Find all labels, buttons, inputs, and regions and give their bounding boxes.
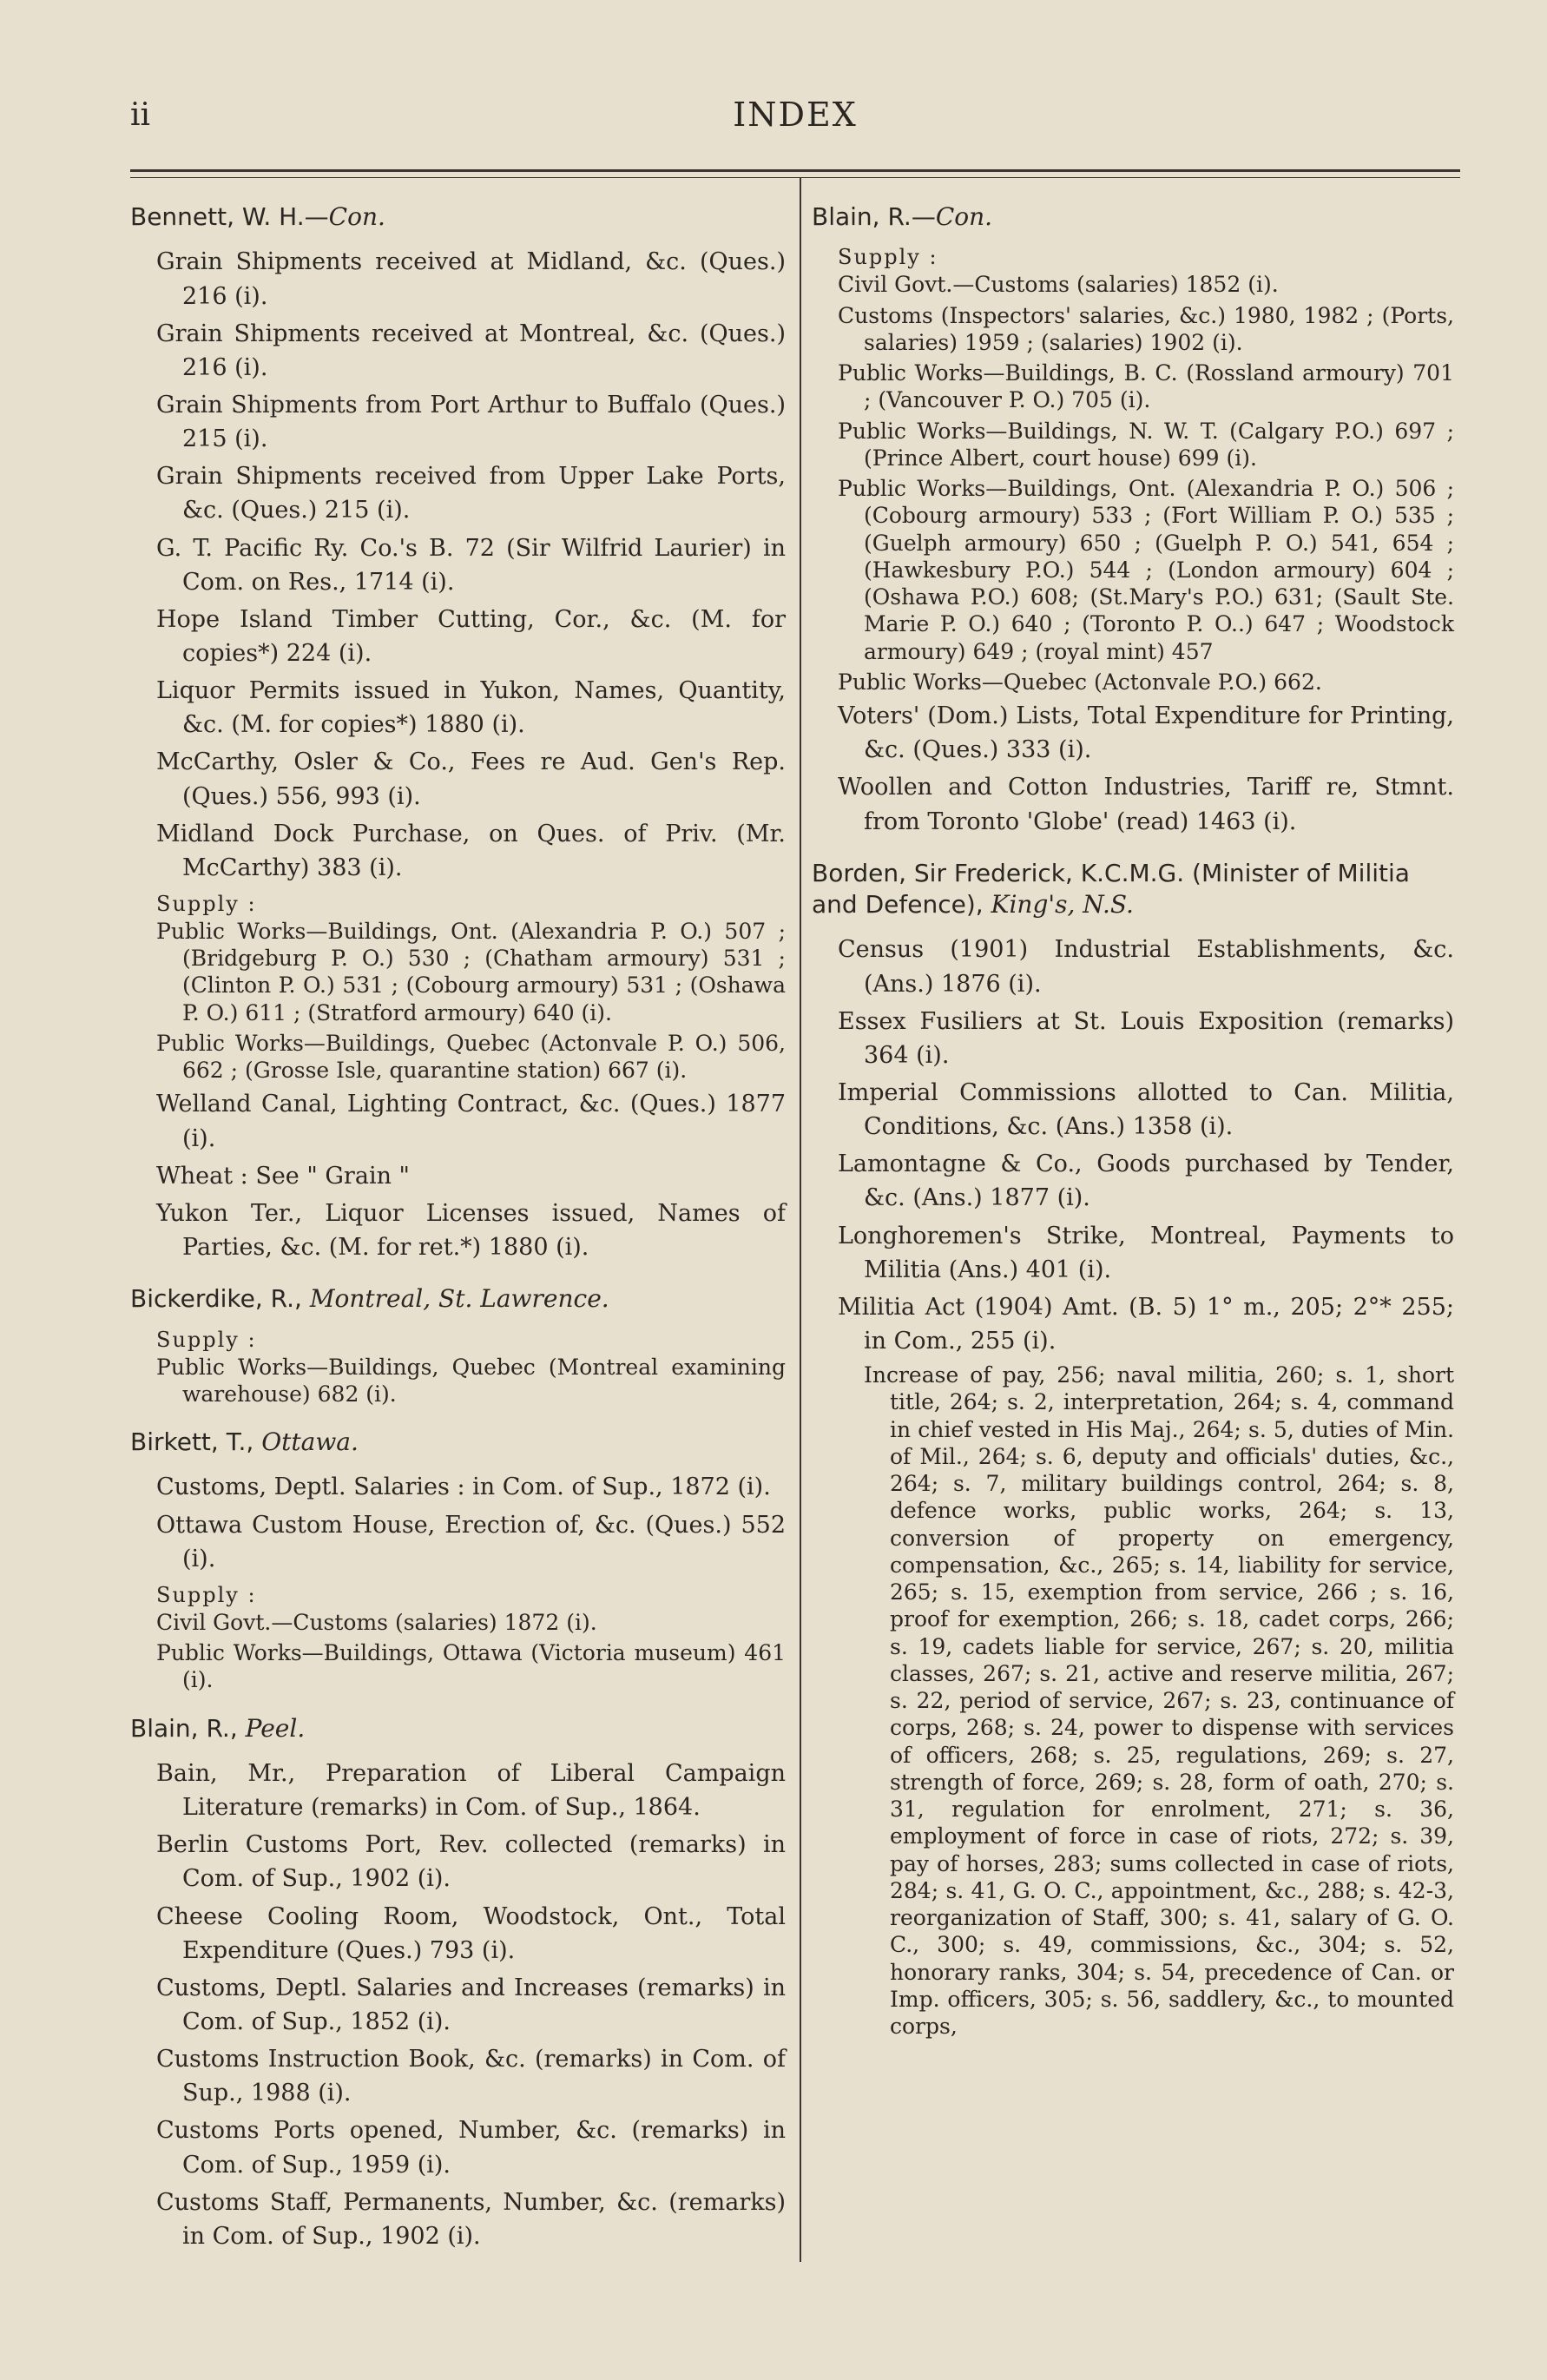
index-entry: Customs, Deptl. Salaries and Increases (remarks) in Com. of Sup., 1852 (i). — [156, 1974, 786, 2035]
index-entry: Ottawa Custom House, Erection of, &c. (Ques.) 552 (i). — [156, 1511, 786, 1572]
index-block — [130, 1283, 786, 1408]
index-entry: Bain, Mr., Preparation of Liberal Campaign Literature (remarks) in Com. of Sup., 1864. — [156, 1759, 786, 1822]
supply-entry: Public Works—Buildings, Quebec (Montreal examining warehouse) 682 (i). — [156, 1354, 786, 1407]
index-entry: Berlin Customs Port, Rev. collected (remarks) in Com. of Sup., 1902 (i). — [156, 1831, 786, 1893]
heading-name: Bennett, W. H.— — [130, 202, 329, 231]
index-entry: Grain Shipments received at Montreal, &c. (Ques.) 216 (i). — [156, 320, 786, 381]
index-heading — [130, 1713, 786, 1744]
supply-entry: Public Works—Buildings, Ont. (Alexandria P. O.) 507 ; (Bridgeburg P. O.) 530 ; (Chatham armoury) 531 ; (Clinton P. O.) 531 ; (Cobourg armoury) 531 ; (Oshawa P. O.) 611 ; (Stratford armoury) 640 (i). — [156, 918, 786, 1025]
index-entry: Customs, Deptl. Salaries : in Com. of Sup., 1872 (i). — [156, 1473, 771, 1501]
heading-name: Borden, Sir Frederick, K.C.M.G. (Minister of Militia and Defence), — [812, 858, 1410, 920]
heading-sub: Con. — [935, 202, 993, 231]
supply-label: Supply : — [156, 1327, 257, 1352]
index-entry: Census (1901) Industrial Establishments, &c. (Ans.) 1876 (i). — [838, 936, 1454, 998]
index-entry: G. T. Pacific Ry. Co.'s B. 72 (Sir Wilfrid Laurier) in Com. on Res., 1714 (i). — [156, 534, 786, 596]
supply-entry: Customs (Inspectors' salaries, &c.) 1980, 1982 ; (Ports, salaries) 1959 ; (salaries) 1902 (i). — [838, 302, 1454, 355]
page-header — [130, 87, 1460, 139]
index-entry: Grain Shipments received at Midland, &c. (Ques.) 216 (i). — [156, 248, 786, 310]
index-entry: Liquor Permits issued in Yukon, Names, Quantity, &c. (M. for copies*) 1880 (i). — [156, 677, 786, 739]
index-entry: Cheese Cooling Room, Woodstock, Ont., Total Expenditure (Ques.) 793 (i). — [156, 1902, 786, 1964]
header-rule-thin — [130, 177, 1460, 178]
supply-entry: Public Works—Buildings, N. W. T. (Calgary P.O.) 697 ; (Prince Albert, court house) 699 (i). — [838, 418, 1454, 471]
index-entry: Yukon Ter., Liquor Licenses issued, Names of Parties, &c. (M. for ret.*) 1880 (i). — [156, 1199, 786, 1261]
heading-name: Blain, R.— — [812, 202, 936, 231]
supply-entry: Civil Govt.—Customs (salaries) 1852 (i). — [838, 272, 1279, 298]
supply-entry: Public Works—Buildings, Ont. (Alexandria P. O.) 506 ; (Cobourg armoury) 533 ; (Fort William P. O.) 535 ; (Guelph armoury) 650 ; (Guelph P. O.) 541, 654 ; (Hawkesbury P.O.) 544 ; (London armoury) 604 ; (Oshawa P.O.) 608; (St.Mary's P.O.) 631; (Sault Ste. Marie P. O.) 640 ; (Toronto P. O..) 647 ; Woodstock armoury) 649 ; (royal mint) 457 — [838, 476, 1454, 664]
supply-label: Supply : — [156, 1582, 257, 1607]
supply-entry: Public Works—Buildings, Quebec (Actonvale P. O.) 506, 662 ; (Grosse Isle, quarantine station) 667 (i). — [156, 1030, 786, 1084]
heading-sub: Peel. — [245, 1713, 306, 1743]
index-entry: Grain Shipments received from Upper Lake Ports, &c. (Ques.) 215 (i). — [156, 463, 786, 524]
column-divider — [800, 178, 801, 2262]
heading-name: Blain, R., — [130, 1713, 246, 1743]
header-rule — [130, 169, 1460, 172]
index-entry: Imperial Commissions allotted to Can. Militia, Conditions, &c. (Ans.) 1358 (i). — [838, 1079, 1454, 1141]
militia-act-detail: Increase of pay, 256; naval militia, 260; s. 1, short title, 264; s. 2, interpretation, 264; s. 4, command in chief vested in His Maj., 264; s. 5, duties of Min. of Mil., 264; s. 6, deputy and officials' duties, &c., 264; s. 7, military buildings control, 264; s. 8, defence works, public works, 264; s. 13, conversion of property on emergency, compensation, &c., 265; s. 14, liability for service, 265; s. 15, exemption from service, 266 ; s. 16, proof for exemption, 266; s. 18, cadet corps, 266; s. 19, cadets liable for service, 267; s. 20, militia classes, 267; s. 21, active and reserve militia, 267; s. 22, period of service, 267; s. 23, continuance of corps, 268; s. 24, power to dispense with services of officers, 268; s. 25, regulations, 269; s. 27, strength of force, 269; s. 28, form of oath, 270; s. 31, regulation for enrolment, 271; s. 36, employment of force in case of riots, 272; s. 39, pay of horses, 283; sums collected in case of riots, 284; s. 41, G. O. C., appointment, &c., 288; s. 42-3, reorganization of Staff, 300; s. 41, salary of G. O. C., 300; s. 49, commissions, &c., 304; s. 52, honorary ranks, 304; s. 54, precedence of Can. or Imp. officers, 305; s. 56, saddlery, &c., to mounted corps, — [864, 1362, 1454, 2040]
supply-entry: Public Works—Buildings, Ottawa (Victoria museum) 461 (i). — [156, 1640, 786, 1693]
index-entry: Lamontagne & Co., Goods purchased by Tender, &c. (Ans.) 1877 (i). — [838, 1150, 1454, 1212]
index-entry: Welland Canal, Lighting Contract, &c. (Ques.) 1877 (i). — [156, 1091, 786, 1152]
heading-sub: Ottawa. — [261, 1427, 359, 1457]
supply-label: Supply : — [156, 891, 257, 916]
index-block — [130, 1427, 786, 1694]
page-number: ii — [130, 97, 151, 133]
heading-sub: King's, N.S. — [991, 890, 1134, 920]
index-entry: Wheat : See " Grain " — [156, 1162, 410, 1190]
index-entry: Woollen and Cotton Industries, Tariff re, Stmnt. from Toronto 'Globe' (read) 1463 (i). — [838, 774, 1454, 835]
index-block — [130, 201, 786, 1264]
index-entry: Customs Staff, Permanents, Number, &c. (remarks) in Com. of Sup., 1902 (i). — [156, 2188, 786, 2250]
index-heading — [130, 1427, 786, 1458]
index-entry: Midland Dock Purchase, on Ques. of Priv. (Mr. McCarthy) 383 (i). — [156, 820, 786, 881]
page-title: INDEX — [733, 96, 858, 134]
index-entry: Longhoremen's Strike, Montreal, Payments to Militia (Ans.) 401 (i). — [838, 1222, 1454, 1283]
supply-entry: Public Works—Buildings, B. C. (Rossland armoury) 701 ; (Vancouver P. O.) 705 (i). — [838, 360, 1454, 413]
supply-label: Supply : — [838, 245, 938, 270]
index-block — [130, 1713, 786, 2253]
index-entry: Grain Shipments from Port Arthur to Buffalo (Ques.) 215 (i). — [156, 391, 786, 453]
index-entry: Hope Island Timber Cutting, Cor., &c. (M. for copies*) 224 (i). — [156, 605, 786, 667]
heading-sub: Con. — [328, 202, 385, 231]
index-heading — [812, 858, 1454, 921]
heading-name: Bickerdike, R., — [130, 1284, 310, 1314]
heading-name: Birkett, T., — [130, 1427, 262, 1457]
heading-sub: Montreal, St. Lawrence. — [309, 1284, 609, 1314]
index-entry: Voters' (Dom.) Lists, Total Expenditure for Printing, &c. (Ques.) 333 (i). — [838, 702, 1454, 764]
supply-entry: Public Works—Quebec (Actonvale P.O.) 662. — [838, 669, 1322, 695]
index-block — [812, 858, 1454, 2040]
supply-entry: Civil Govt.—Customs (salaries) 1872 (i). — [156, 1609, 597, 1635]
index-entry: Customs Ports opened, Number, &c. (remarks) in Com. of Sup., 1959 (i). — [156, 2117, 786, 2179]
index-heading — [812, 201, 1454, 233]
right-column — [812, 201, 1454, 2059]
index-entry: Essex Fusiliers at St. Louis Exposition (remarks) 364 (i). — [838, 1007, 1454, 1069]
index-entry: Militia Act (1904) Amt. (B. 5) 1° m., 205; 2°* 255; in Com., 255 (i). — [838, 1293, 1454, 1355]
index-heading — [130, 1283, 786, 1315]
left-column — [130, 201, 786, 2272]
index-entry: McCarthy, Osler & Co., Fees re Aud. Gen's Rep. (Ques.) 556, 993 (i). — [156, 748, 786, 810]
index-block — [812, 201, 1454, 839]
index-heading — [130, 201, 786, 233]
index-entry: Customs Instruction Book, &c. (remarks) in Com. of Sup., 1988 (i). — [156, 2046, 786, 2107]
